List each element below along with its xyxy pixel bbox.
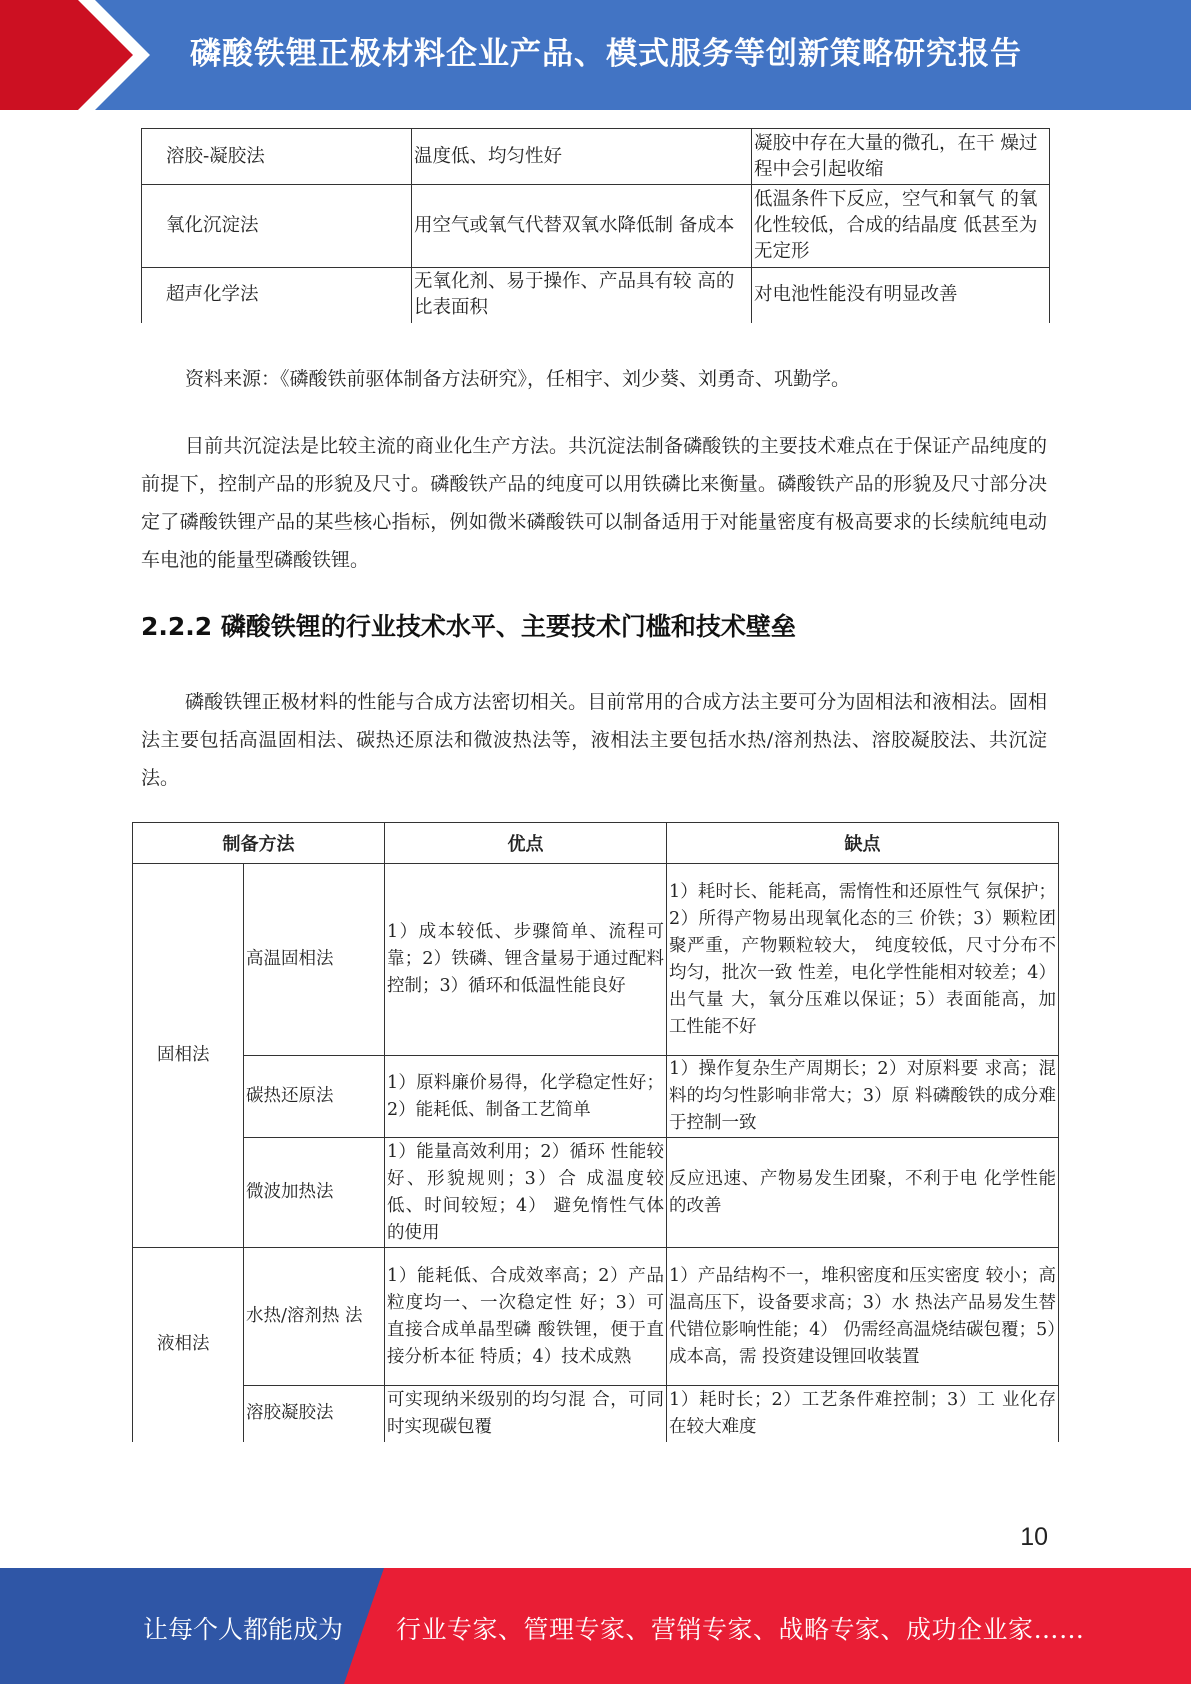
pros-cell: 用空气或氧气代替双氧水降低制 备成本 [412, 185, 752, 268]
cons-cell: 1）操作复杂生产周期长；2）对原料要 求高；混料的均匀性影响非常大；3）原 料磷酸铁的成分难于控制一致 [667, 1056, 1059, 1138]
method-cell: 超声化学法 [142, 268, 412, 323]
synthesis-methods-table [132, 822, 1059, 1442]
method-cell: 溶胶-凝胶法 [142, 129, 412, 185]
body-paragraph: 磷酸铁锂正极材料的性能与合成方法密切相关。目前常用的合成方法主要可分为固相法和液相法。固相法主要包括高温固相法、碳热还原法和微波热法等，液相法主要包括水热/溶剂热法、溶胶凝胶法、共沉淀法。 [141, 691, 1047, 789]
pros-cell: 1）能量高效利用；2）循环 性能较好、形貌规则；3）合 成温度较低、时间较短；4） 避免惰性气体的使用 [385, 1138, 667, 1248]
table-row [133, 1056, 1059, 1138]
category-cell: 固相法 [133, 864, 244, 1248]
cons-cell: 1）耗时长、能耗高，需惰性和还原性气 氛保护；2）所得产物易出现氧化态的三 价铁；3）颗粒团聚严重，产物颗粒较大， 纯度较低，尺寸分布不均匀，批次一致 性差，电化学性能相对较差；4）出气量 大，氧分压难以保证；5）表面能高，加 工性能不好 [667, 864, 1059, 1056]
table-row [133, 1138, 1059, 1248]
source-note: 资料来源：《磷酸铁前驱体制备方法研究》，任相宇、刘少葵、刘勇奇、巩勤学。 [185, 368, 851, 390]
table-row [133, 864, 1059, 1056]
methods-continued-table [141, 128, 1050, 323]
method-cell: 溶胶凝胶法 [244, 1386, 385, 1442]
table-row [142, 185, 1050, 268]
pros-cell: 1）能耗低、合成效率高；2）产品粒度均一、一次稳定性 好；3）可直接合成单晶型磷 酸铁锂，便于直接分析本征 特质；4）技术成熟 [385, 1248, 667, 1386]
cons-cell: 1）耗时长；2）工艺条件难控制；3）工 业化存在较大难度 [667, 1386, 1059, 1442]
table-row [142, 129, 1050, 185]
cons-cell: 对电池性能没有明显改善 [752, 268, 1050, 323]
table-row [133, 1386, 1059, 1442]
pros-cell: 可实现纳米级别的均匀混 合，可同时实现碳包覆 [385, 1386, 667, 1442]
method-cell: 微波加热法 [244, 1138, 385, 1248]
method-cell: 碳热还原法 [244, 1056, 385, 1138]
footer-slogan-left: 让每个人都能成为 [143, 1615, 344, 1644]
cons-cell: 反应迅速、产物易发生团聚，不利于电 化学性能的改善 [667, 1138, 1059, 1248]
page-header [0, 0, 1191, 110]
table-row [142, 268, 1050, 323]
cons-cell: 凝胶中存在大量的微孔，在干 燥过程中会引起收缩 [752, 129, 1050, 185]
table-row [133, 1248, 1059, 1386]
header-red-chevron [0, 0, 160, 110]
header-method: 制备方法 [133, 823, 385, 864]
header-title: 磷酸铁锂正极材料企业产品、模式服务等创新策略研究报告 [190, 36, 1022, 72]
header-cons: 缺点 [667, 823, 1059, 864]
section-heading: 2.2.2 磷酸铁锂的行业技术水平、主要技术门槛和技术壁垒 [141, 612, 796, 641]
cons-cell: 低温条件下反应，空气和氧气 的氧化性较低，合成的结晶度 低甚至为无定形 [752, 185, 1050, 268]
cons-cell: 1）产品结构不一，堆积密度和压实密度 较小；高温高压下，设备要求高；3）水 热法产品易发生替代错位影响性能；4） 仍需经高温烧结碳包覆；5）成本高，需 投资建设锂回收装置 [667, 1248, 1059, 1386]
header-pros: 优点 [385, 823, 667, 864]
table-header-row [133, 823, 1059, 864]
pros-cell: 无氧化剂、易于操作、产品具有较 高的比表面积 [412, 268, 752, 323]
method-cell: 高温固相法 [244, 864, 385, 1056]
pros-cell: 温度低、均匀性好 [412, 129, 752, 185]
pros-cell: 1）原料廉价易得，化学稳定性好；2）能耗低、制备工艺简单 [385, 1056, 667, 1138]
category-cell: 液相法 [133, 1248, 244, 1442]
pros-cell: 1）成本较低、步骤简单、流程可靠；2）铁磷、锂含量易于通过配料控制；3）循环和低温性能良好 [385, 864, 667, 1056]
footer-slogan-right: 行业专家、管理专家、营销专家、战略专家、成功企业家…… [396, 1615, 1085, 1644]
page-number: 10 [1020, 1523, 1048, 1551]
method-cell: 水热/溶剂热 法 [244, 1248, 385, 1386]
body-paragraph: 目前共沉淀法是比较主流的商业化生产方法。共沉淀法制备磷酸铁的主要技术难点在于保证产品纯度的前提下，控制产品的形貌及尺寸。磷酸铁产品的纯度可以用铁磷比来衡量。磷酸铁产品的形貌及尺寸部分决定了磷酸铁锂产品的某些核心指标，例如微米磷酸铁可以制备适用于对能量密度有极高要求的长续航纯电动车电池的能量型磷酸铁锂。 [141, 435, 1047, 571]
method-cell: 氧化沉淀法 [142, 185, 412, 268]
page-footer [0, 1568, 1191, 1684]
